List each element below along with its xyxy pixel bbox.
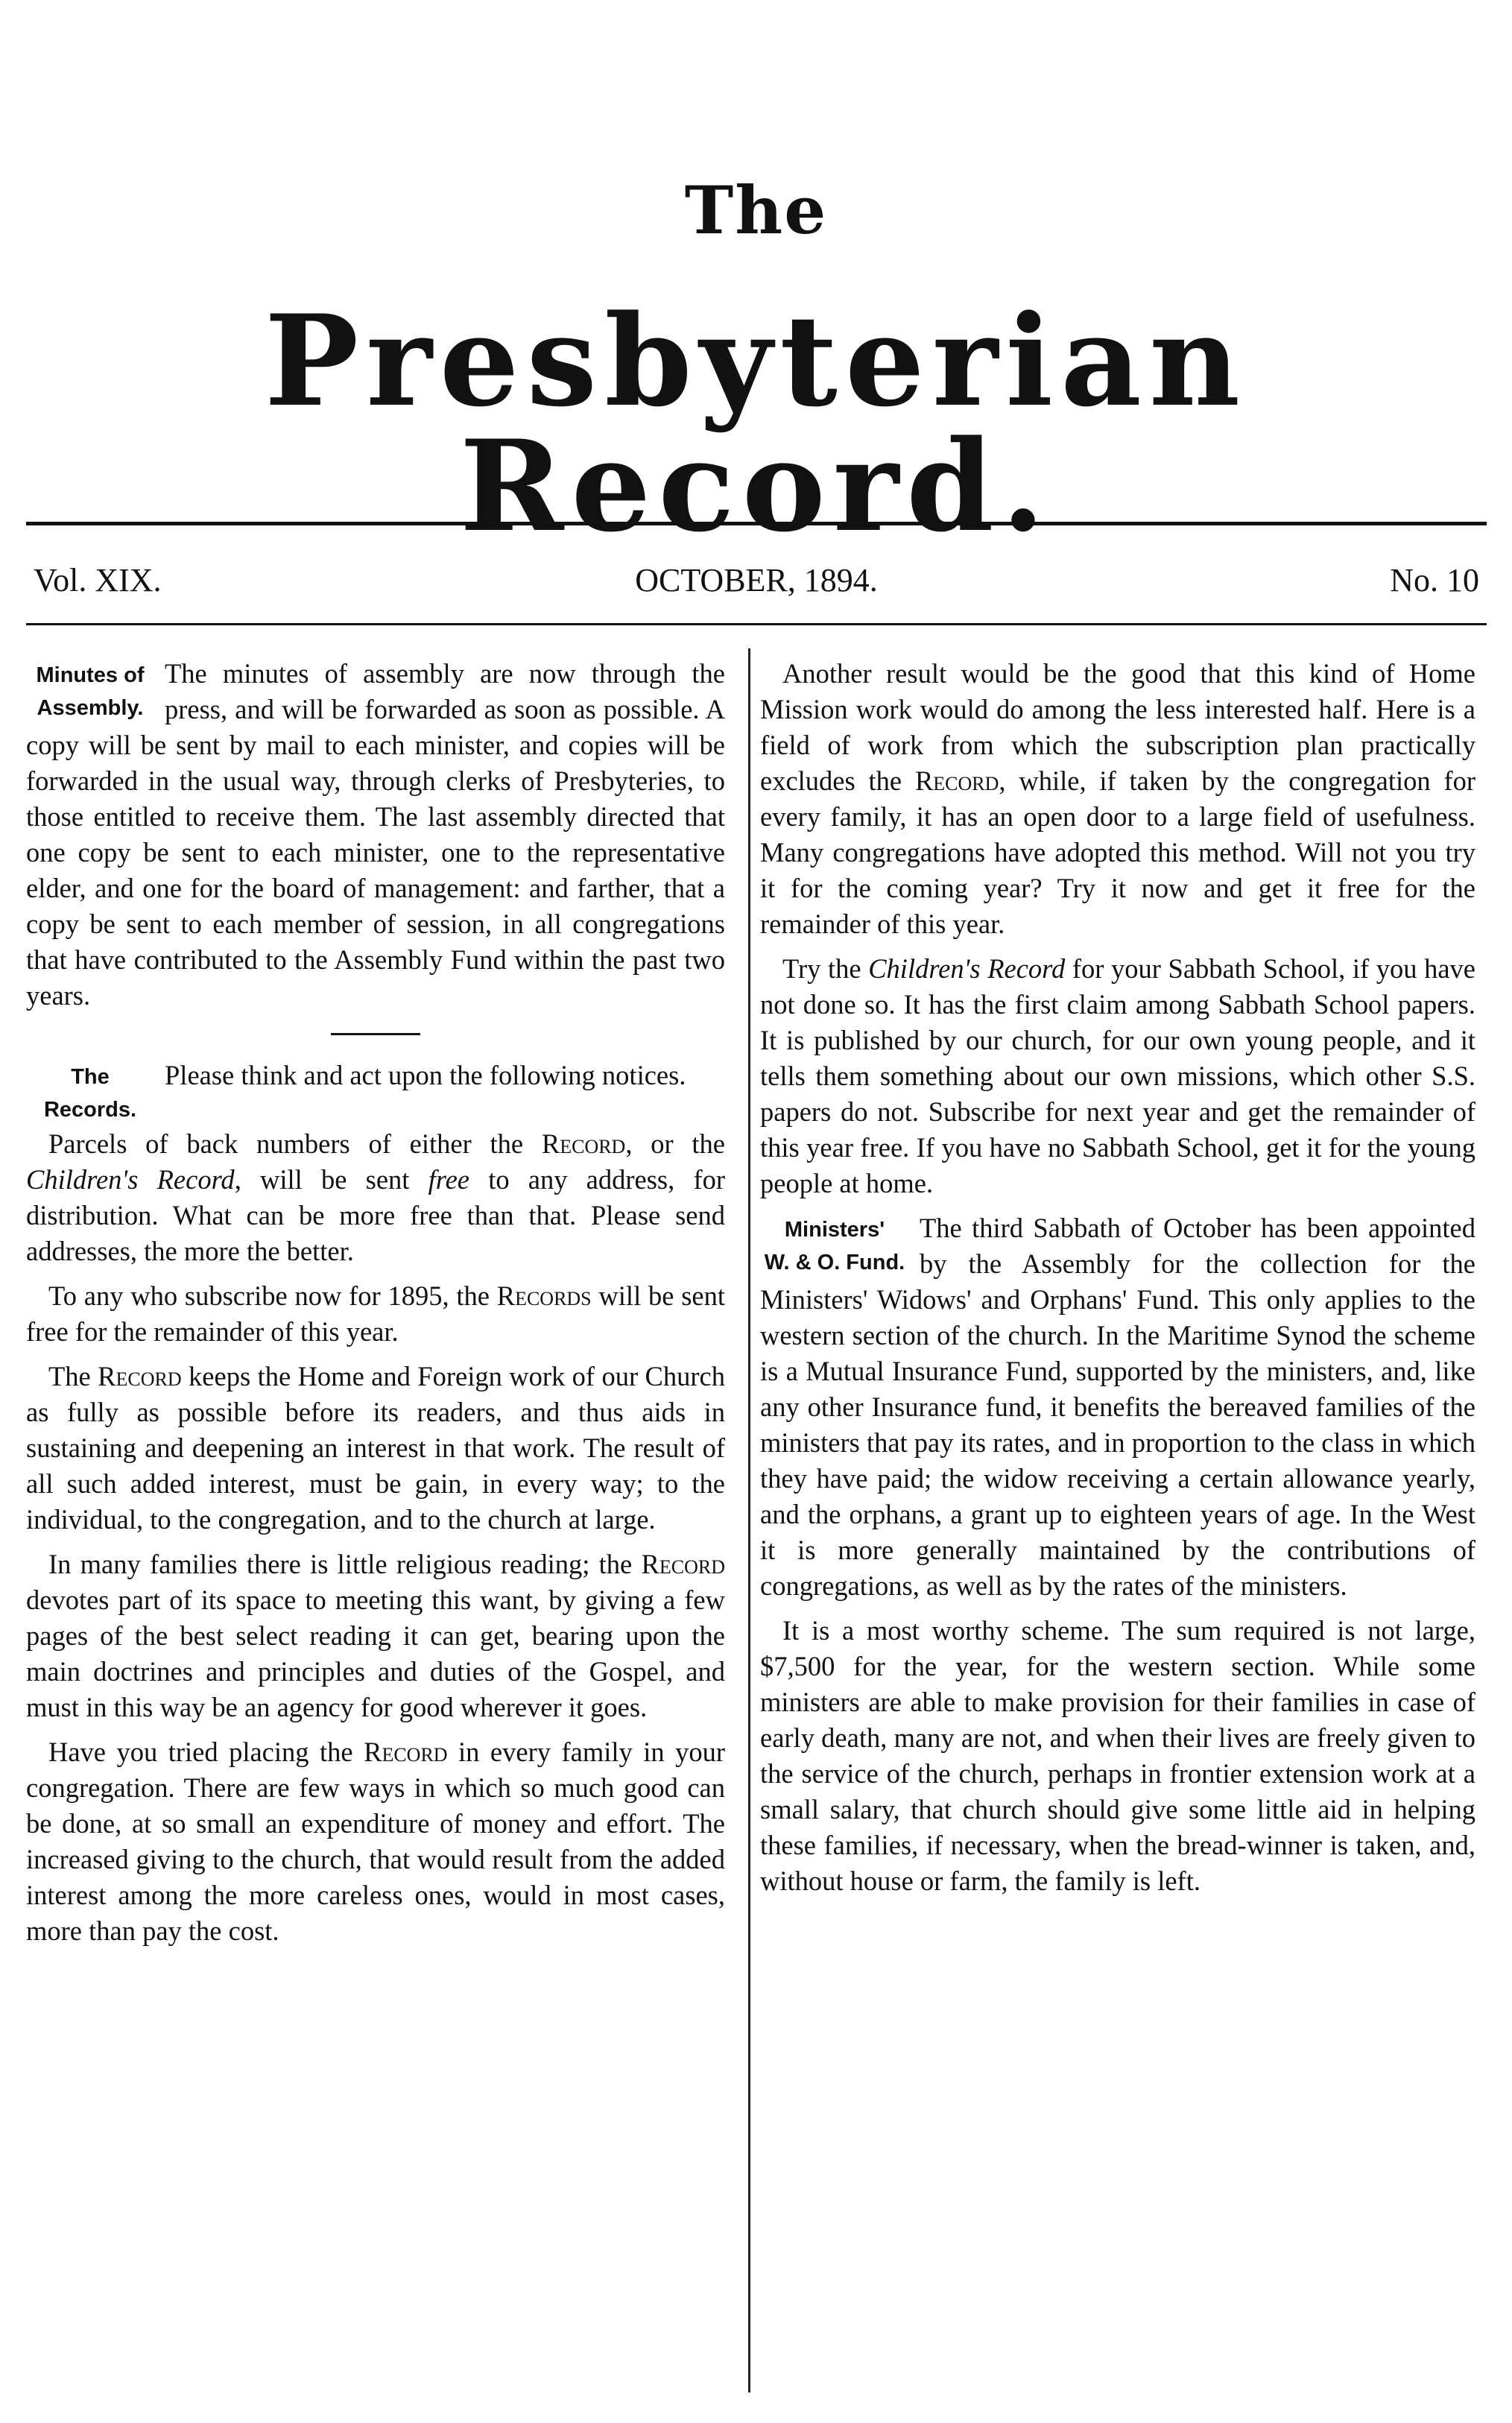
records-sidehead: The Records. bbox=[43, 1065, 137, 1122]
issue-date: OCTOBER, 1894. bbox=[635, 562, 878, 598]
masthead-the: The bbox=[684, 171, 828, 249]
records-paragraph-parcels: Parcels of back numbers of either the Record, or the Children's Record, will be sent free to any address, for distribution. What can be more free than that. Please send addresses, the more the better. bbox=[26, 1128, 726, 1266]
ministers-text: The third Sabbath of October has been appointed by the Assembly for the collection for the Ministers' Widows' and Orphans' Fund. This only applies to the western section of the church. In the Maritime Synod the scheme is a Mutual Insurance Fund, supported by the ministers, and, like any other Insurance fund, it benefits the bereaved families of the ministers that pay its rates, and in proportion to the class in which they have paid; the widow receiving a certain allowance yearly, and the orphans, a grant up to eighteen years of age. In the West it is more generally maintained by the contributions of congregations, as well as by the rates of the ministers. bbox=[760, 1213, 1475, 1601]
records-paragraph-families: In many families there is little religious reading; the Record devotes part of its space to meeting this want, by giving a few pages of the best select reading it can get, bearing upon the main doctrines and principles and duties of the Gospel, and must in this way be an agency for good wherever it goes. bbox=[26, 1549, 725, 1722]
left-column bbox=[26, 656, 725, 1958]
minutes-sidehead: Minutes of Assembly. bbox=[36, 663, 145, 720]
worthy-scheme-paragraph: It is a most worthy scheme. The sum required is not large, $7,500 for the year, for the western section. While some ministers are able to make provision for their families in case of early death, many are not, and when their lives are freely given to the service of the church, perhaps in frontier extension work at a small salary, that church should give some little aid in helping these families, if necessary, when the bread-winner is taken, and, without house or farm, the family is left. bbox=[760, 1615, 1475, 1896]
childrens-record-paragraph: Try the Children's Record for your Sabbath School, if you have not done so. It has the first claim among Sabbath School papers. It is published by our church, for our own young people, and it tells them something about our own missions, which other S.S. papers do not. Subscribe for next year and get the remainder of this year free. If you have no Sabbath School, get it for the young people at home. bbox=[760, 953, 1475, 1198]
records-paragraph-subscribe: To any who subscribe now for 1895, the Records will be sent free for the remainder of this year. bbox=[26, 1280, 725, 1347]
issue-volume: Vol. XIX. bbox=[34, 562, 162, 598]
right-column bbox=[760, 656, 1475, 1908]
records-paragraph-placing: Have you tried placing the Record in every family in your congregation. There are few ways in which so much good can be done, at so small an expenditure of money and effort. The increased giving to the church, that would result from the added interest among the more careless ones, would in most cases, more than pay the cost. bbox=[26, 1737, 725, 1946]
records-paragraph-keeps: The Record keeps the Home and Foreign work of our Church as fully as possible before its readers, and thus aids in sustaining and deepening an interest in that work. The result of all such added interest, must be gain, in every way; to the individual, to the congregation, and to the church at large. bbox=[26, 1361, 726, 1535]
header-rule bbox=[26, 623, 1487, 625]
masthead-rule bbox=[26, 522, 1487, 525]
masthead-title: Presbyterian Record. bbox=[264, 287, 1248, 560]
ministers-fund-paragraph bbox=[760, 1210, 1475, 1604]
records-intro-paragraph bbox=[26, 1058, 725, 1122]
column-divider bbox=[748, 648, 750, 2392]
records-intro: Please think and act upon the following notices. bbox=[165, 1060, 686, 1090]
minutes-paragraph bbox=[26, 656, 725, 1014]
issue-number: No. 10 bbox=[1390, 562, 1479, 598]
minutes-text: The minutes of assembly are now through the press, and will be forwarded as soon as possible. A copy will be sent by mail to each minister, and copies will be forwarded in the usual way, through clerks of Presbyteries, to those entitled to receive them. The last assembly directed that one copy be sent to each minister, one to the representative elder, and one for the board of management: and farther, that a copy be sent to each member of session, in all congregations that have contributed to the Assembly Fund within the past two years. bbox=[26, 658, 725, 1011]
section-separator bbox=[331, 1033, 420, 1035]
home-mission-paragraph: Another result would be the good that this kind of Home Mission work would do among the less interested half. Here is a field of work from which the subscription plan practically excludes the Record, while, if taken by the congregation for every family, it has an open door to a large field of usefulness. Many congregations have adopted this method. Will not you try it for the coming year? Try it now and get it free for the remainder of this year. bbox=[760, 658, 1475, 939]
issue-line bbox=[26, 561, 1487, 606]
ministers-sidehead: Ministers' W. & O. Fund. bbox=[764, 1218, 905, 1274]
